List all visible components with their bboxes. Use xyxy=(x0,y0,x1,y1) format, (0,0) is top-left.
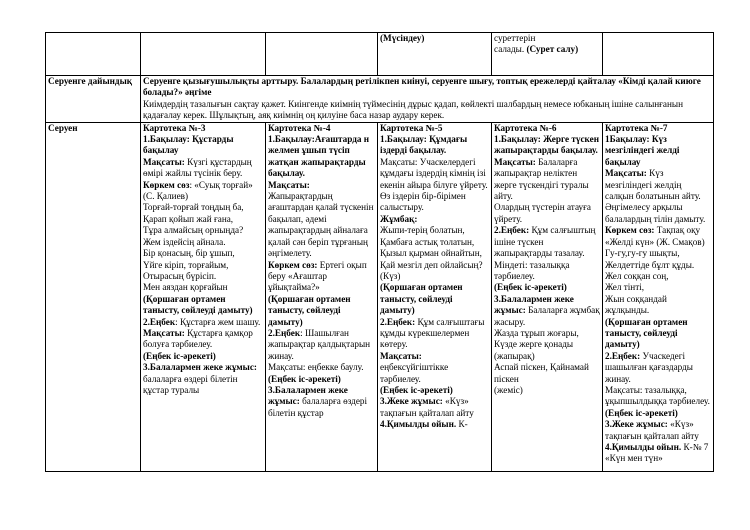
card-line-text: Қамбаға астық толатын, xyxy=(380,236,475,247)
card-line-bold: Мақсаты: xyxy=(268,179,310,190)
card-line xyxy=(268,362,375,373)
card-line-text: Міндеті: тазалыққа тәрбиелеу. xyxy=(494,259,570,281)
card-line-text: Олардың түстерін атауға үйрету. xyxy=(494,202,591,224)
card-line xyxy=(380,419,489,430)
card-line-bold: (Еңбек іс-әрекеті) xyxy=(268,373,341,384)
card-line xyxy=(605,317,711,351)
card-line-bold: Мақсаты: xyxy=(494,156,536,167)
card-line-bold: 4.Қимылды ойын. xyxy=(380,419,457,430)
card-line xyxy=(380,317,489,351)
card-line xyxy=(268,328,375,362)
card-line-bold: 2.Еңбек xyxy=(143,316,176,327)
top-cell-5 xyxy=(603,33,714,76)
card-line-text: еңбексүйгіштікке тәрбиелеу. xyxy=(380,362,449,384)
card-line-text: Аспай піскен, Қайнамай піскен xyxy=(494,362,589,384)
card-line xyxy=(380,248,489,259)
top-cell-label xyxy=(46,33,141,76)
card-line xyxy=(605,294,711,317)
card-line-text: Тақпақ оқу «Желді күн» (Ж. Смақов) xyxy=(605,225,705,247)
card-line-text: Қызыл қырман ойнайтын, xyxy=(380,248,482,259)
card-line-text: К-№ 7 «Күн мен түн» xyxy=(605,442,709,464)
card-title: Картотека №-6 xyxy=(494,122,557,133)
card-line-bold: 3.Жеке жұмыс: xyxy=(605,419,668,430)
walk-card-4 xyxy=(492,122,603,471)
card-line-text: Жел соққан соң, xyxy=(605,270,669,281)
card-line-bold: (Еңбек іс-әрекеті) xyxy=(143,350,216,361)
card-line xyxy=(268,191,375,259)
card-line xyxy=(605,248,711,259)
table-row-top xyxy=(46,33,714,76)
card-line-bold: 3.Балалармен жеке жұмыс: xyxy=(268,384,348,407)
card-line-text: Учаскедегі шашылған қағаздарды жинау. xyxy=(605,350,693,384)
card-line-text: Құм салғыштағы құмды күрекшелермен көтеру. xyxy=(380,316,485,350)
card-line-bold: (Қоршаған ортамен танысту, сөйлеуді дамыту) xyxy=(143,293,253,316)
card-line xyxy=(143,294,263,317)
card-line xyxy=(143,157,263,180)
card-line-text: Гу-гу,гу-гу шықты, xyxy=(605,248,680,259)
prep-content xyxy=(141,76,714,123)
card-line xyxy=(143,237,263,248)
card-line xyxy=(380,214,489,225)
card-line-bold: Мақсаты: xyxy=(143,156,185,167)
card-line xyxy=(605,385,711,408)
card-line xyxy=(380,396,489,419)
card-title: Картотека №-3 xyxy=(143,122,206,133)
card-line xyxy=(605,134,711,168)
card-line-text: балаларға өздері білетін құстар туралы xyxy=(143,373,238,395)
card-line-text: «Күз» тақпағын қайталап айту xyxy=(380,396,474,418)
card-line-text: Мақсаты: еңбекке баулу. xyxy=(268,362,364,373)
card-line xyxy=(494,351,600,362)
table-row-prep xyxy=(46,76,714,123)
card-line-bold: 1.Бақылау: Құмдағы іздерді бақылау. xyxy=(380,134,468,156)
card-line-text: Қай мезгіл деп ойлайсың? (Күз) xyxy=(380,259,483,281)
card-line-bold: Көркем сөз: xyxy=(605,225,655,236)
card-line-text: Тұра алмайсың орныңда? xyxy=(143,225,244,236)
card-line-bold: 2.Еңбек: xyxy=(605,350,641,361)
card-line-bold: 2.Еңбек: xyxy=(380,316,416,327)
card-line xyxy=(143,282,263,293)
card-line-bold: 2.Еңбек: xyxy=(494,225,530,236)
card-line-text: Жыпи-терің болатын, xyxy=(380,225,465,236)
card-line xyxy=(494,294,600,328)
card-line-bold: 1.Бақылау:Ағаштарда н желмен ұшып түсіп жатқан жапырақтарды бақылау. xyxy=(268,134,370,179)
top-cell-4-bold: (Сурет салу) xyxy=(526,44,579,55)
card-line xyxy=(268,385,375,419)
card-title: Картотека №-5 xyxy=(380,122,443,133)
card-line-bold: 4.Қимылды ойын. xyxy=(605,442,682,452)
card-line xyxy=(494,202,600,225)
card-line-bold: Мақсаты: xyxy=(380,350,422,361)
card-line xyxy=(494,328,600,351)
table-row-walk xyxy=(46,122,714,471)
card-line-text: Жазда тұрып жоғары, Күзде жерге қонады xyxy=(494,327,579,350)
card-line xyxy=(494,134,600,157)
card-line xyxy=(605,408,711,419)
card-line xyxy=(143,134,263,157)
card-line xyxy=(380,351,489,362)
card-line xyxy=(143,202,263,225)
card-line-bold: 1Бақылау: Күз мезгіліндегі желді бақылау xyxy=(605,134,680,167)
card-line-text: Желдеттіде бұлт құды. xyxy=(605,259,695,270)
card-line-bold: 2.Еңбек xyxy=(268,327,301,338)
walk-card-5 xyxy=(603,122,714,471)
top-cell-4-line1: суреттерін xyxy=(494,33,536,43)
card-line xyxy=(605,168,711,225)
card-line-text: : Құстарға жем шашу. xyxy=(175,316,261,327)
card-line-bold: Көркем сөз: xyxy=(268,259,318,270)
card-line xyxy=(605,260,711,271)
card-line-bold: (Қоршаған ортамен танысту, сөйлеуді дамыту) xyxy=(268,293,351,327)
card-line xyxy=(268,134,375,180)
walk-card-2 xyxy=(266,122,378,471)
card-line-text: Құстарға қамқор болуға тәрбиелеу. xyxy=(143,327,253,350)
top-cell-3-text: (Мүсіндеу) xyxy=(380,33,425,43)
card-title: Картотека №-4 xyxy=(268,122,331,133)
card-line-bold: (Еңбек іс-әрекеті) xyxy=(605,407,678,418)
card-line-bold: 1.Бақылау: Жерге түскен жапырақтарды бақылау. xyxy=(494,134,599,156)
card-line-text: Күз мезгіліндегі желдің салқын болатынын айту. Әңгімелесу арқылы балалардың тілін дамыту. xyxy=(605,168,706,224)
card-line-text: Мен аяздан қорғайын xyxy=(143,282,228,293)
card-line xyxy=(143,225,263,236)
card-line-text: Мақсаты: Учаскелердегі құмдағы іздердің кімнің ізі екенін айыра білуге үйрету. Өз іздерін бір-бірімен салыстыру. xyxy=(380,156,488,213)
card-line-text: Торғай-торғай тоңдың ба, Қарап қойып жай ғана, xyxy=(143,202,244,224)
card-line-text: : «Суық торғай» (С. Қалиев) xyxy=(143,179,253,202)
card-line-text: (жапырақ) xyxy=(494,350,535,361)
card-line-bold: 3.Балалармен жеке жұмыс: xyxy=(494,293,574,316)
card-line-text: Жел тінті, xyxy=(605,282,645,293)
card-line-text: : Шашылған жапырақтар қалдықтарын жинау. xyxy=(268,327,371,361)
card-line xyxy=(268,260,375,294)
card-line-bold: Мақсаты: xyxy=(143,327,185,338)
card-line xyxy=(605,282,711,293)
card-line xyxy=(380,134,489,157)
card-line-text: (жеміс) xyxy=(494,384,523,395)
card-line-bold: (Еңбек іс-әрекеті) xyxy=(380,384,453,395)
schedule-table xyxy=(45,32,714,472)
card-line-bold: (Қоршаған ортамен танысту, сөйлеуді дамыту) xyxy=(605,316,688,350)
card-line xyxy=(605,419,711,442)
card-line xyxy=(143,317,263,328)
card-line-bold: 1.Бақылау: Құстарды бақылау xyxy=(143,134,234,156)
card-line-bold: Көркем сөз xyxy=(143,179,190,190)
card-line-text: Жапырақтардың ағаштардан қалай түскенін бақылап, әдемі жапырақтардың айналаға қалай сән беріп тұрғаның әңгімелету. xyxy=(268,191,374,259)
card-line xyxy=(380,157,489,214)
card-line xyxy=(380,362,489,385)
card-line xyxy=(380,385,489,396)
card-line-bold: 3.Жеке жұмыс: xyxy=(380,396,443,407)
card-line-text: Бір қонасың, бір ұшып, xyxy=(143,248,235,259)
card-line-text: Отырасың бүрісіп. xyxy=(143,270,217,281)
card-line xyxy=(268,374,375,385)
card-line xyxy=(143,260,263,271)
card-line xyxy=(605,351,711,385)
card-line-text: Жем іздейсің айнала. xyxy=(143,236,226,247)
card-line xyxy=(143,248,263,259)
walk-card-1 xyxy=(141,122,266,471)
top-cell-4 xyxy=(492,33,603,76)
card-line-text: балаларға өздері білетін құстар xyxy=(268,396,368,418)
card-line-text: Мақсаты: тазалыққа, ұқыпшылдыққа тәрбиелеу. xyxy=(605,384,710,407)
card-line xyxy=(494,282,600,293)
card-line xyxy=(605,225,711,248)
card-line-text: Ертегі оқып беру «Ағаштар ұйықтайма?» xyxy=(268,259,367,293)
card-line-text: Үйге кіріп, торғайым, xyxy=(143,259,229,270)
card-line-bold: (Еңбек іс-әрекеті) xyxy=(494,282,567,293)
top-cell-2 xyxy=(266,33,378,76)
card-line xyxy=(605,442,711,465)
card-line xyxy=(143,351,263,362)
card-line xyxy=(380,282,489,316)
card-line xyxy=(143,271,263,282)
card-line xyxy=(143,328,263,351)
card-line xyxy=(494,362,600,385)
card-line xyxy=(494,260,600,283)
prep-bold-text: Серуенге қызығушылықты арттыру. Балалардың ретілікпен киінуі, серуенге шығу, топтық ережелерді қайталау «Кімді қалай киюге болады?» әңгіме xyxy=(143,76,701,98)
card-line-text: Күзгі құстардың өмірі жайлы түсінік беру. xyxy=(143,156,252,179)
card-line xyxy=(380,237,489,248)
card-line xyxy=(268,294,375,328)
prep-label: Серуенге дайындық xyxy=(46,76,141,123)
card-line-bold: Мақсаты: xyxy=(605,168,647,179)
card-line xyxy=(268,180,375,191)
card-line-bold: (Қоршаған ортамен танысту, сөйлеуді дамыту) xyxy=(380,282,463,316)
prep-normal-text: Киімдердің тазалығын сақтау қажет. Киінгенде киімнің түймесінің дұрыс қадап, көйлекті шалбардың немесе юбканың ішіне салынғанын қадағалау керек. Шұлықтың, аяқ киімнің оң қилуіне баса назар аудару керек. xyxy=(143,98,684,121)
card-line-text: Балаларға жапырақтар неліктен жерге түскендігі туралы айту. xyxy=(494,156,589,202)
card-line xyxy=(380,225,489,236)
card-line xyxy=(494,385,600,396)
card-line-text: Жын соққандай жұлқынды. xyxy=(605,293,667,316)
card-line xyxy=(494,225,600,259)
card-line-text: «Күз» тақпағын қайталап айту xyxy=(605,419,699,441)
card-title: Картотека №-7 xyxy=(605,122,668,133)
card-line-bold: 3.Балалармен жеке жұмыс: xyxy=(143,362,257,373)
card-line xyxy=(494,157,600,203)
top-cell-4-line2: салады. xyxy=(494,44,525,55)
card-line-text: Балаларға жұмбақ жасыру. xyxy=(494,305,600,327)
walk-card-3 xyxy=(378,122,492,471)
top-cell-1 xyxy=(141,33,266,76)
walk-label: Серуен xyxy=(46,122,141,471)
card-line xyxy=(380,260,489,283)
card-line-text: Құм салғыштың ішіне түскен жапырақтарды тазалау. xyxy=(494,225,596,259)
top-cell-3 xyxy=(378,33,492,76)
card-line-text: К- xyxy=(456,419,468,430)
card-line-bold: Жұмбақ: xyxy=(380,213,418,224)
card-line xyxy=(605,271,711,282)
card-line xyxy=(143,362,263,396)
card-line xyxy=(143,180,263,203)
